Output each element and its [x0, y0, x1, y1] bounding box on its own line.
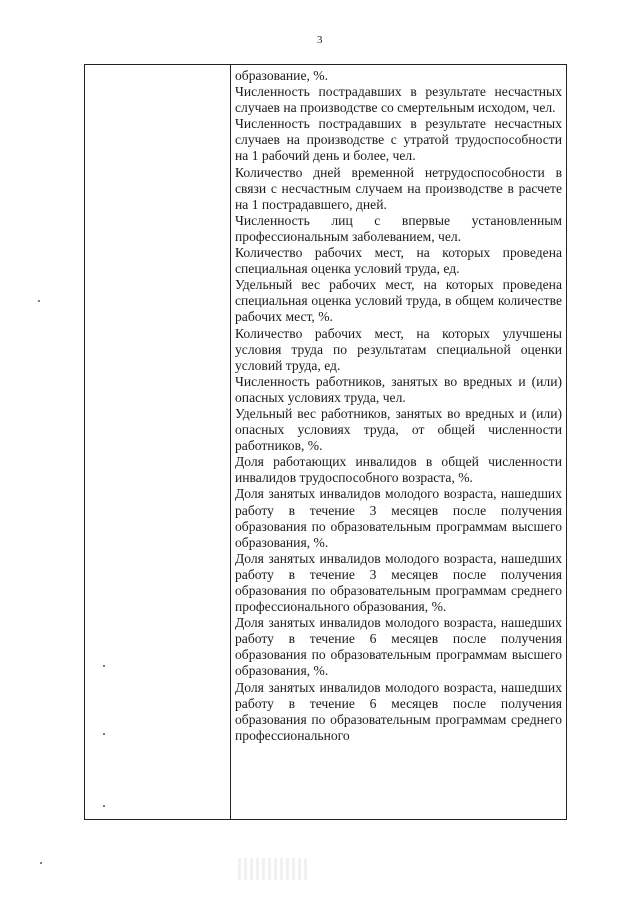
indicator-item: Численность лиц с впервые установленным профессиональным заболеванием, чел.: [235, 212, 562, 244]
indicator-item: Количество рабочих мест, на которых улучшены условия труда по результатам специальной оценки условий труда, ед.: [235, 325, 562, 373]
page-number: 3: [317, 34, 323, 46]
indicator-item: Численность пострадавших в результате несчастных случаев на производстве со смертельным исходом, чел.: [235, 84, 562, 116]
indicator-item: Численность работников, занятых во вредных и (или) опасных условиях труда, чел.: [235, 373, 562, 405]
indicator-item: Количество дней временной нетрудоспособности в связи с несчастным случаем на производстве в расчете на 1 пострадавшего, дней.: [235, 164, 562, 212]
indicator-item: Количество рабочих мест, на которых проведена специальная оценка условий труда, ед.: [235, 245, 562, 277]
indicator-item: образование, %.: [235, 68, 329, 83]
indicator-item: Удельный вес рабочих мест, на которых проведена специальная оценка условий труда, в общем количестве рабочих мест, %.: [235, 277, 562, 325]
indicator-item: Удельный вес работников, занятых во вредных и (или) опасных условиях труда, от общей численности работников, %.: [235, 405, 562, 454]
scan-speck: [40, 862, 42, 864]
scan-speck: [38, 300, 40, 302]
table-right-column: [231, 65, 566, 819]
scan-smudge: [238, 858, 308, 880]
indicator-item: Доля занятых инвалидов молодого возраста, нашедших работу в течение 6 месяцев после получения образования по образовательным программам высшего образования, %.: [235, 615, 562, 679]
indicator-item: Численность пострадавших в результате несчастных случаев на производстве с утратой трудоспособности на 1 рабочий день и более, чел.: [235, 116, 562, 164]
scan-speck: [103, 665, 105, 667]
table-left-column: [85, 65, 231, 819]
scan-speck: [103, 733, 105, 735]
indicator-item: Доля занятых инвалидов молодого возраста, нашедших работу в течение 3 месяцев после получения образования по образовательным программам среднего профессионального образования, %.: [235, 550, 562, 615]
scan-speck: [103, 805, 105, 807]
document-table: [84, 64, 567, 820]
indicator-item: Доля работающих инвалидов в общей численности инвалидов трудоспособного возраста, %.: [235, 454, 562, 486]
indicator-item: Доля занятых инвалидов молодого возраста, нашедших работу в течение 6 месяцев после получения образования по образовательным программам среднего профессионального: [235, 679, 562, 743]
indicator-item: Доля занятых инвалидов молодого возраста, нашедших работу в течение 3 месяцев после получения образования по образовательным программам высшего образования, %.: [235, 486, 562, 550]
